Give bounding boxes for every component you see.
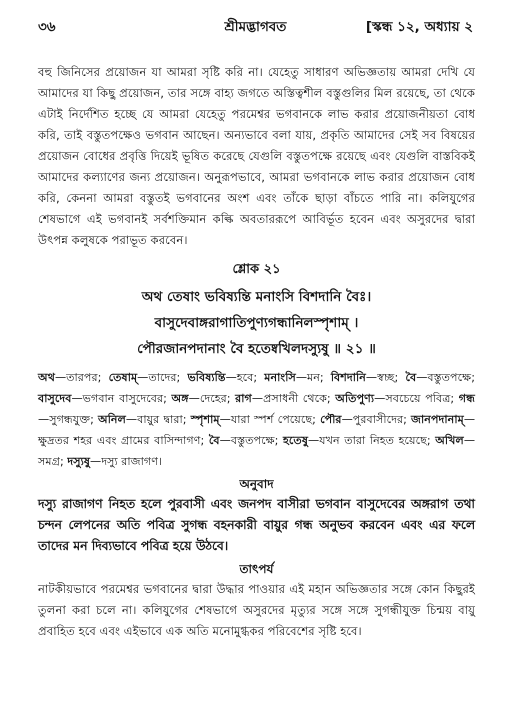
synonym-meaning: দেহের;: [199, 392, 236, 405]
translation-text: দস্যু রাজাগণ নিহত হলে পুরবাসী এবং জনপদ বাসীরা ভগবান বাসুদেবের অঙ্গরাগ তথা চন্দন লেপনের অতি পবিত্র সুগন্ধ বহনকারী বায়ুর গন্ধ অনুভব করবেন এবং এর ফলে তাদের মন দিব্যভাবে পবিত্র হয়ে উঠবে।: [38, 497, 475, 553]
synonym-word: অথ: [38, 371, 55, 384]
synonym-meaning: তাদের;: [148, 371, 188, 384]
verse-heading: শ্লোক ২১: [232, 262, 281, 277]
synonym-meaning: যখন তারা নিহত হয়েছে;: [319, 434, 436, 447]
synonym-word: অনিল: [98, 413, 126, 426]
synonym-meaning: সুগন্ধযুক্ত;: [49, 413, 99, 426]
synonym-meaning: ভগবান বাসুদেবের;: [82, 392, 172, 405]
synonym-word: মনাংসি: [264, 371, 296, 384]
synonym-word: অতিপুণ্য: [335, 392, 375, 405]
synonym-meaning: সমগ্র;: [38, 455, 68, 468]
synonym-meaning: হবে;: [236, 371, 265, 384]
synonym-meaning: স্বচ্ছ;: [377, 371, 406, 384]
chapter-reference: [স্কন্ধ ১২, অধ্যায় ২: [365, 19, 473, 35]
synonym-meaning: পুরবাসীদের;: [352, 413, 412, 426]
synonym-meaning: বস্তুতপক্ষে;: [427, 371, 475, 384]
synonym-meaning: যারা স্পর্শ পেয়েছে;: [230, 413, 321, 426]
verse-line-1: অথ তেষাং ভবিষ্যন্তি মনাংসি বিশদানি বৈঃ।: [141, 289, 372, 305]
synonym-word: স্পৃশাম্: [190, 413, 220, 426]
purport-heading: তাৎপর্য: [239, 562, 274, 576]
page-number: ৩৬: [38, 19, 56, 35]
synonym-meaning: ক্ষুদ্রতর শহর এবং গ্রামের বাসিন্দাগণ;: [38, 434, 209, 447]
synonym-word: অঙ্গ: [171, 392, 189, 405]
synonym-word: বাসুদেব: [38, 392, 72, 405]
translation-heading: অনুবাদ: [239, 477, 274, 491]
synonym-word: জানপদানাম্: [411, 413, 464, 426]
synonym-meaning: মন;: [307, 371, 331, 384]
verse-line-2: বাসুদেবাঙ্গরাগাতিপুণ্যগন্ধানিলস্পৃশাম্ ।: [154, 315, 359, 331]
page-header: [38, 16, 473, 40]
synonym-meaning: দস্যু রাজাগণ।: [101, 455, 163, 468]
synonym-word: বৈ: [208, 434, 220, 447]
intro-paragraph: বহু জিনিসের প্রয়োজন যা আমরা সৃষ্টি করি না। যেহেতু সাধারণ অভিজ্ঞতায় আমরা দেখি যে আমাদের যা কিছু প্রয়োজন, তার সঙ্গে বাহ্য জগতে অস্তিত্বশীল বস্তুগুলির মিল রয়েছে, তা থেকে এটাই নির্দেশিত হচ্ছে যে আমরা যেহেতু পরমেশ্বর ভগবানকে লাভ করার প্রয়োজনীয়তা বোধ করি, তাই বস্তুতপক্ষেও ভগবান আছেন। অন্যভাবে বলা যায়, প্রকৃতি আমাদের সেই সব বিষয়ের প্রয়োজন বোধের প্রবৃত্তি দিয়েই ভূষিত করেছে যেগুলি বস্তুতপক্ষে রয়েছে এবং যেগুলি বাস্তবিকই আমাদের কল্যাণের জন্য প্রয়োজন। অনুরূপভাবে, আমরা ভগবানকে লাভ করার প্রয়োজন বোধ করি, কেননা আমরা বস্তুতই ভগবানের অংশ এবং তাঁকে ছাড়া বাঁচতে পারি না। কলিযুগের শেষভাগে এই ভগবানই সর্বশক্তিমান কল্কি অবতাররূপে আবির্ভূত হবেন এবং অসুরদের দ্বারা উৎপন্ন কলুষকে পরাভূত করবেন।: [38, 65, 475, 247]
verse-line-3: পৌরজানপদানাং বৈ হতেষ্বখিলদস্যুষু ॥ ২১ ॥: [137, 341, 376, 357]
synonym-word: গন্ধ: [458, 392, 475, 405]
synonym-word: তেষাম্: [108, 371, 138, 384]
synonym-word: পৌর: [320, 413, 342, 426]
synonym-meaning: বস্তুতপক্ষে;: [230, 434, 284, 447]
synonym-word: ভবিষ্যন্তি: [187, 371, 226, 384]
synonym-word: অখিল: [435, 434, 464, 447]
synonym-meaning: বায়ুর দ্বারা;: [137, 413, 191, 426]
synonym-word: বৈ: [405, 371, 417, 384]
synonyms: অথ—তারপর; তেষাম্—তাদের; ভবিষ্যন্তি—হবে; মনাংসি—মন; বিশদানি—স্বচ্ছ; বৈ—বস্তুতপক্ষে; বাসুদেব—ভগবান বাসুদেবের; অঙ্গ—দেহের; রাগ—প্রসাধনী থেকে; অতিপুণ্য—সবচেয়ে পবিত্র; গন্ধ—সুগন্ধযুক্ত; অনিল—বায়ুর দ্বারা; স্পৃশাম্—যারা স্পর্শ পেয়েছে; পৌর—পুরবাসীদের; জানপদানাম্—ক্ষুদ্রতর শহর এবং গ্রামের বাসিন্দাগণ; বৈ—বস্তুতপক্ষে; হতেষু—যখন তারা নিহত হয়েছে; অখিল—সমগ্র; দস্যুষু—দস্যু রাজাগণ।: [38, 371, 475, 468]
synonym-word: রাগ: [235, 392, 252, 405]
purport-text: নাটকীয়ভাবে পরমেশ্বর ভগবানের দ্বারা উদ্ধার পাওয়ার এই মহান অভিজ্ঞতার সঙ্গে কোন কিছুরই তুলনা করা চলে না। কলিযুগের শেষভাগে অসুরদের মৃত্যুর সঙ্গে সঙ্গে সুগন্ধীযুক্ত চিন্ময় বায়ু প্রবাহিত হবে এবং এইভাবে এক অতি মনোমুগ্ধকর পরিবেশের সৃষ্টি হবে।: [38, 582, 475, 638]
synonym-meaning: সবচেয়ে পবিত্র;: [385, 392, 459, 405]
book-title: শ্রীমদ্ভাগবত: [224, 19, 287, 35]
synonym-word: বিশদানি: [330, 371, 366, 384]
page-body: [38, 62, 475, 642]
synonym-word: দস্যুষু: [67, 455, 90, 468]
synonym-word: হতেষু: [283, 434, 308, 447]
synonym-meaning: প্রসাধনী থেকে;: [263, 392, 336, 405]
synonym-meaning: তারপর;: [66, 371, 109, 384]
